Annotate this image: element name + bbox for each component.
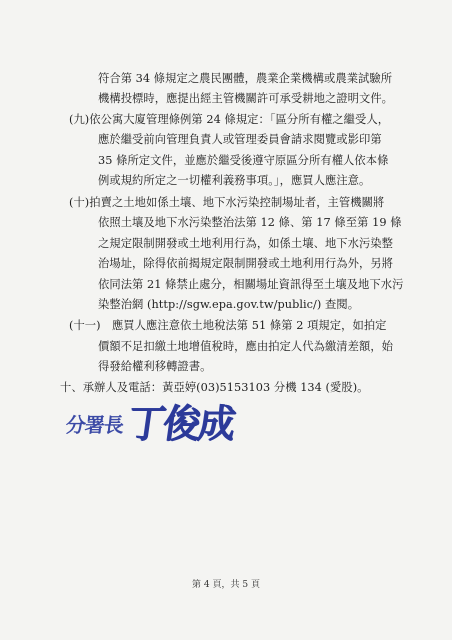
text-line: 應於繼受前向管理負責人或管理委員會請求閱覽或影印第 <box>98 133 382 146</box>
text-line: (十)拍賣之土地如係土壤、地下水污染控制場址者，主管機關將 <box>69 196 385 209</box>
text-line: 機構投標時，應提出經主管機關許可承受耕地之證明文件。 <box>98 92 394 105</box>
text-line: 依同法第 21 條禁止處分，相關場址資訊得至土壤及地下水污 <box>98 278 404 291</box>
text-line: 價額不足扣繳土地增值稅時，應由拍定人代為繳清差額，始 <box>98 340 394 353</box>
signature-stamp <box>66 388 276 452</box>
text-line: 之規定限制開發或土地利用行為，如係土壤、地下水污染整 <box>98 237 394 250</box>
page-number: 第 4 頁，共 5 頁 <box>192 580 260 590</box>
text-line: 35 條所定文件，並應於繼受後遵守原區分所有權人依本條 <box>98 154 389 167</box>
text-line: 染整治網 (http://sgw.epa.gov.tw/public/) 查閱。 <box>98 298 360 311</box>
stamp-title: 分署長 <box>64 412 125 437</box>
text-line: 符合第 34 條規定之農民團體，農業企業機構或農業試驗所 <box>98 72 393 85</box>
text-line: 得發給權利移轉證書。 <box>98 360 212 373</box>
text-line: 依照土壤及地下水污染整治法第 12 條、第 17 條至第 19 條 <box>98 216 402 229</box>
text-line: (十一) 應買人應注意依土地稅法第 51 條第 2 項規定，如拍定 <box>69 319 387 332</box>
text-line: 例或規約所定之一切權利義務事項。」，應買人應注意。 <box>98 174 371 187</box>
stamp-name: 丁俊成 <box>125 401 237 447</box>
text-line: 治場址，除得依前揭規定限制開發或土地利用行為外，另將 <box>98 257 394 270</box>
text-line: 十、承辦人及電話：黃亞婷(03)5153103 分機 134 (愛股)。 <box>60 381 369 394</box>
text-line: (九)依公寓大廈管理條例第 24 條規定：「區分所有權之繼受人， <box>69 113 390 126</box>
